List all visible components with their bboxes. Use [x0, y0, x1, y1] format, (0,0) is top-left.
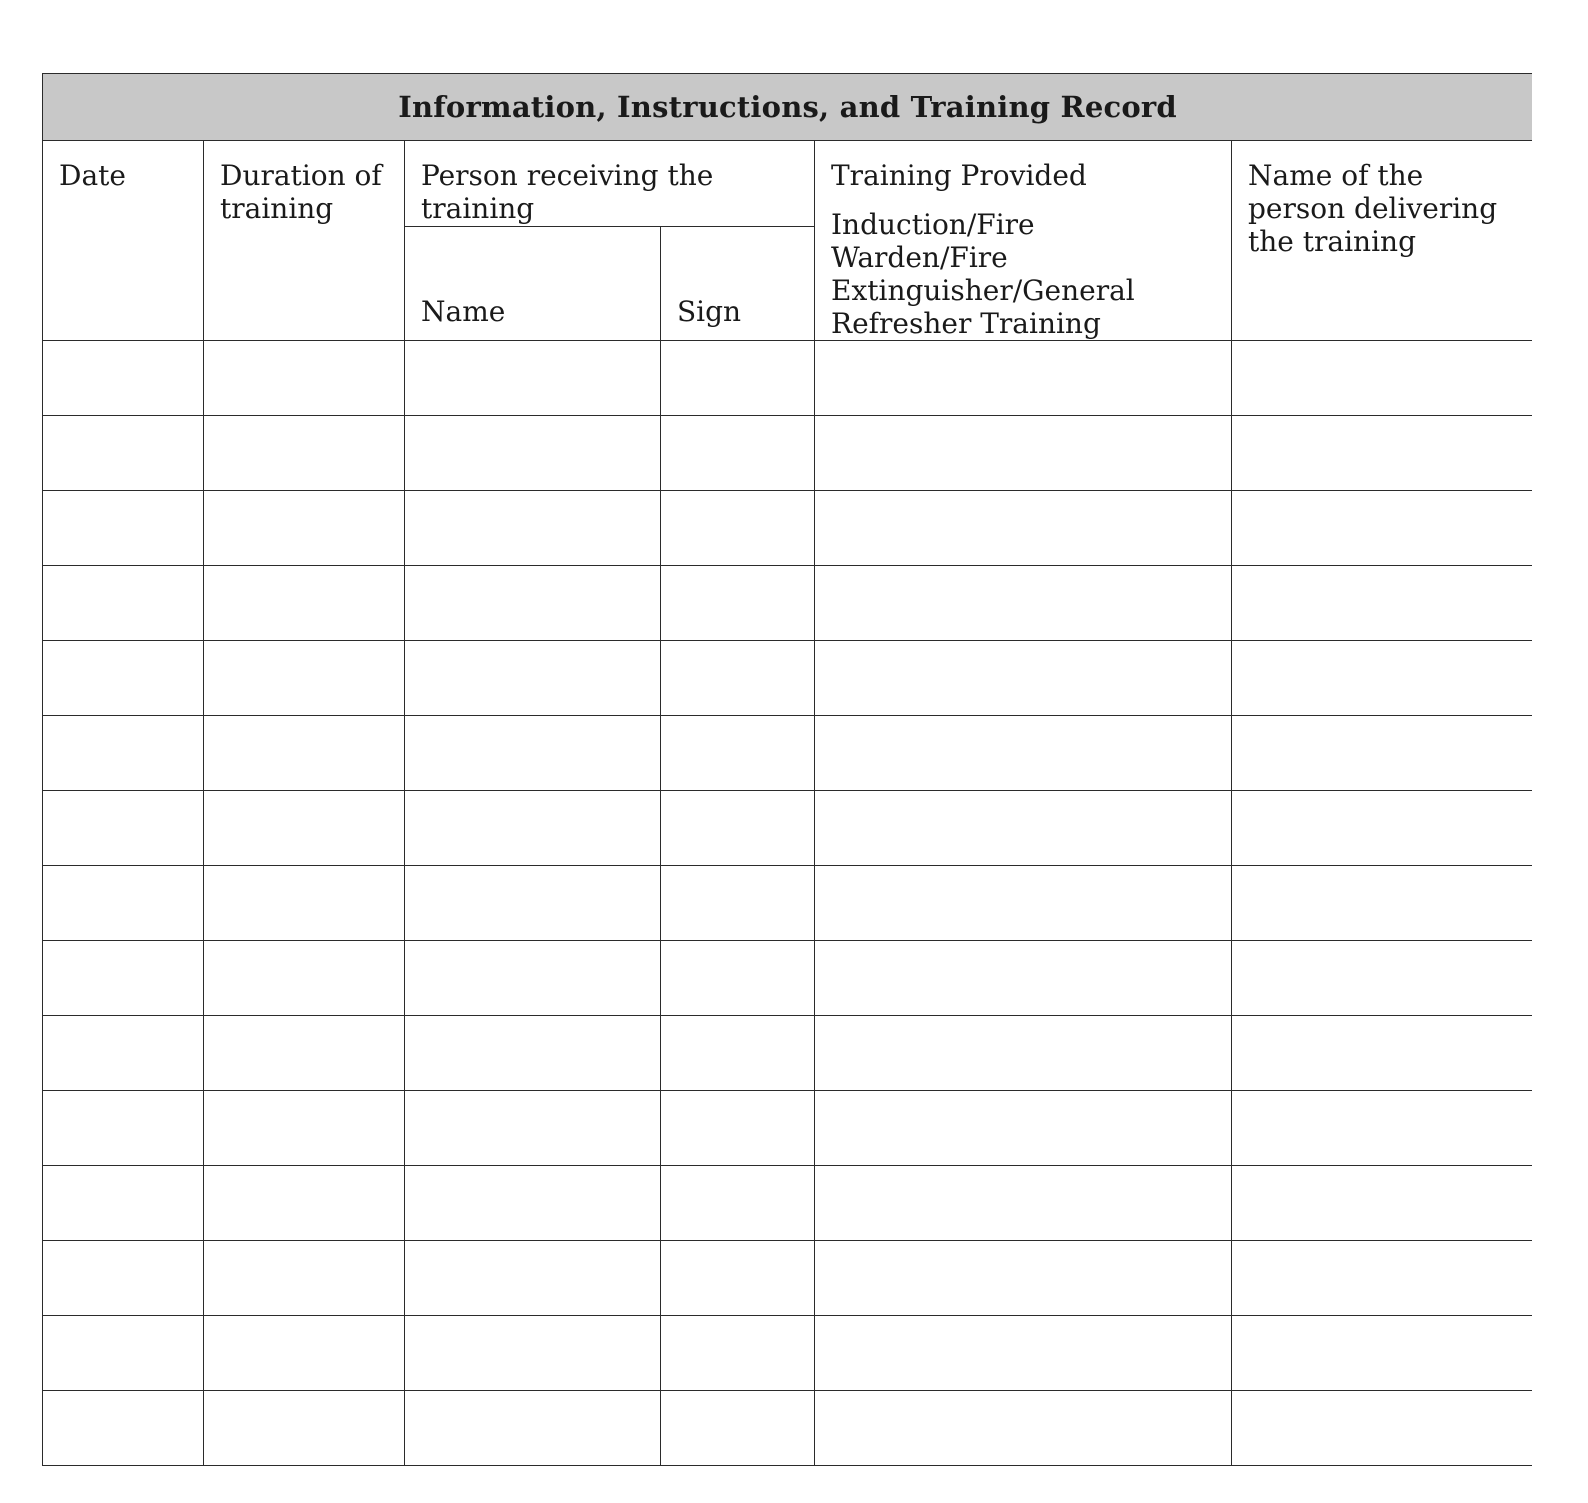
delivered-by-cell[interactable] — [1232, 566, 1533, 641]
date-cell[interactable] — [43, 1016, 204, 1091]
name-cell[interactable] — [405, 491, 661, 566]
name-cell[interactable] — [405, 1316, 661, 1391]
table-row — [43, 791, 1533, 866]
form-title: Information, Instructions, and Training Record — [43, 74, 1533, 141]
sign-cell[interactable] — [661, 641, 815, 716]
name-cell[interactable] — [405, 641, 661, 716]
delivered-by-cell[interactable] — [1232, 416, 1533, 491]
delivered-by-cell[interactable] — [1232, 1166, 1533, 1241]
training-options-text: Induction/Fire Warden/Fire Extinguisher/General Refresher Training — [831, 208, 1135, 340]
sign-cell[interactable] — [661, 716, 815, 791]
training-provided-cell[interactable] — [815, 641, 1232, 716]
duration-cell[interactable] — [204, 791, 405, 866]
sign-cell[interactable] — [661, 566, 815, 641]
training-provided-cell[interactable] — [815, 1241, 1232, 1316]
table-row — [43, 1091, 1533, 1166]
table-row — [43, 1391, 1533, 1466]
delivered-by-cell[interactable] — [1232, 491, 1533, 566]
sign-cell[interactable] — [661, 1166, 815, 1241]
name-cell[interactable] — [405, 341, 661, 416]
duration-cell[interactable] — [204, 1091, 405, 1166]
training-provided-cell[interactable] — [815, 1016, 1232, 1091]
date-cell[interactable] — [43, 716, 204, 791]
sign-cell[interactable] — [661, 1316, 815, 1391]
date-cell[interactable] — [43, 866, 204, 941]
date-cell[interactable] — [43, 416, 204, 491]
column-header-person-receiving: Person receiving the training — [405, 141, 815, 227]
table-row — [43, 566, 1533, 641]
duration-cell[interactable] — [204, 1241, 405, 1316]
training-provided-cell[interactable] — [815, 566, 1232, 641]
delivered-by-cell[interactable] — [1232, 641, 1533, 716]
delivered-by-cell[interactable] — [1232, 791, 1533, 866]
delivered-by-cell[interactable] — [1232, 341, 1533, 416]
name-cell[interactable] — [405, 566, 661, 641]
delivered-by-cell[interactable] — [1232, 941, 1533, 1016]
sign-cell[interactable] — [661, 1016, 815, 1091]
duration-cell[interactable] — [204, 866, 405, 941]
table-row — [43, 491, 1533, 566]
date-cell[interactable] — [43, 566, 204, 641]
table-row — [43, 641, 1533, 716]
training-provided-cell[interactable] — [815, 341, 1232, 416]
column-header-name: Name — [405, 226, 661, 340]
sign-cell[interactable] — [661, 341, 815, 416]
duration-cell[interactable] — [204, 566, 405, 641]
training-provided-cell[interactable] — [815, 416, 1232, 491]
duration-cell[interactable] — [204, 941, 405, 1016]
date-cell[interactable] — [43, 1166, 204, 1241]
table-row — [43, 416, 1533, 491]
delivered-by-cell[interactable] — [1232, 1391, 1533, 1466]
sign-cell[interactable] — [661, 416, 815, 491]
training-record-form — [42, 73, 1532, 1503]
date-cell[interactable] — [43, 1391, 204, 1466]
duration-cell[interactable] — [204, 641, 405, 716]
sign-cell[interactable] — [661, 1241, 815, 1316]
training-provided-cell[interactable] — [815, 1391, 1232, 1466]
training-provided-cell[interactable] — [815, 1316, 1232, 1391]
training-provided-cell[interactable] — [815, 1166, 1232, 1241]
delivered-by-cell[interactable] — [1232, 1316, 1533, 1391]
table-row — [43, 866, 1533, 941]
name-cell[interactable] — [405, 716, 661, 791]
date-cell[interactable] — [43, 1091, 204, 1166]
column-header-delivered-by: Name of the person delivering the training — [1232, 141, 1533, 341]
column-header-sign: Sign — [661, 226, 815, 340]
delivered-by-cell[interactable] — [1232, 716, 1533, 791]
date-cell[interactable] — [43, 791, 204, 866]
training-provided-cell[interactable] — [815, 941, 1232, 1016]
date-cell[interactable] — [43, 491, 204, 566]
delivered-by-cell[interactable] — [1232, 1016, 1533, 1091]
column-header-duration: Duration of training — [204, 141, 405, 341]
name-cell[interactable] — [405, 866, 661, 941]
name-cell[interactable] — [405, 1166, 661, 1241]
training-provided-cell[interactable] — [815, 866, 1232, 941]
name-cell[interactable] — [405, 791, 661, 866]
date-cell[interactable] — [43, 641, 204, 716]
sign-cell[interactable] — [661, 491, 815, 566]
table-row — [43, 1316, 1533, 1391]
duration-cell[interactable] — [204, 1316, 405, 1391]
sign-cell[interactable] — [661, 1391, 815, 1466]
table-row — [43, 1016, 1533, 1091]
column-header-date: Date — [43, 141, 204, 341]
date-cell[interactable] — [43, 341, 204, 416]
date-cell[interactable] — [43, 1316, 204, 1391]
record-rows — [43, 341, 1533, 1466]
training-provided-cell[interactable] — [815, 1091, 1232, 1166]
duration-cell[interactable] — [204, 1166, 405, 1241]
duration-cell[interactable] — [204, 416, 405, 491]
delivered-by-cell[interactable] — [1232, 1091, 1533, 1166]
date-cell[interactable] — [43, 941, 204, 1016]
column-header-training-provided — [815, 141, 1232, 341]
training-provided-cell[interactable] — [815, 791, 1232, 866]
duration-cell[interactable] — [204, 341, 405, 416]
delivered-by-cell[interactable] — [1232, 1241, 1533, 1316]
training-provided-label: Training Provided — [831, 159, 1087, 192]
name-cell[interactable] — [405, 941, 661, 1016]
duration-cell[interactable] — [204, 1016, 405, 1091]
duration-cell[interactable] — [204, 716, 405, 791]
sign-cell[interactable] — [661, 791, 815, 866]
sign-cell[interactable] — [661, 1091, 815, 1166]
table-row — [43, 1241, 1533, 1316]
duration-cell[interactable] — [204, 491, 405, 566]
training-provided-cell[interactable] — [815, 491, 1232, 566]
training-provided-cell[interactable] — [815, 716, 1232, 791]
duration-cell[interactable] — [204, 1391, 405, 1466]
date-cell[interactable] — [43, 1241, 204, 1316]
sign-cell[interactable] — [661, 941, 815, 1016]
delivered-by-cell[interactable] — [1232, 866, 1533, 941]
name-cell[interactable] — [405, 1241, 661, 1316]
table-row — [43, 716, 1533, 791]
name-cell[interactable] — [405, 1091, 661, 1166]
name-cell[interactable] — [405, 1016, 661, 1091]
training-record-table — [42, 73, 1532, 1466]
sign-cell[interactable] — [661, 866, 815, 941]
table-row — [43, 1166, 1533, 1241]
table-row — [43, 341, 1533, 416]
table-row — [43, 941, 1533, 1016]
name-cell[interactable] — [405, 1391, 661, 1466]
name-cell[interactable] — [405, 416, 661, 491]
